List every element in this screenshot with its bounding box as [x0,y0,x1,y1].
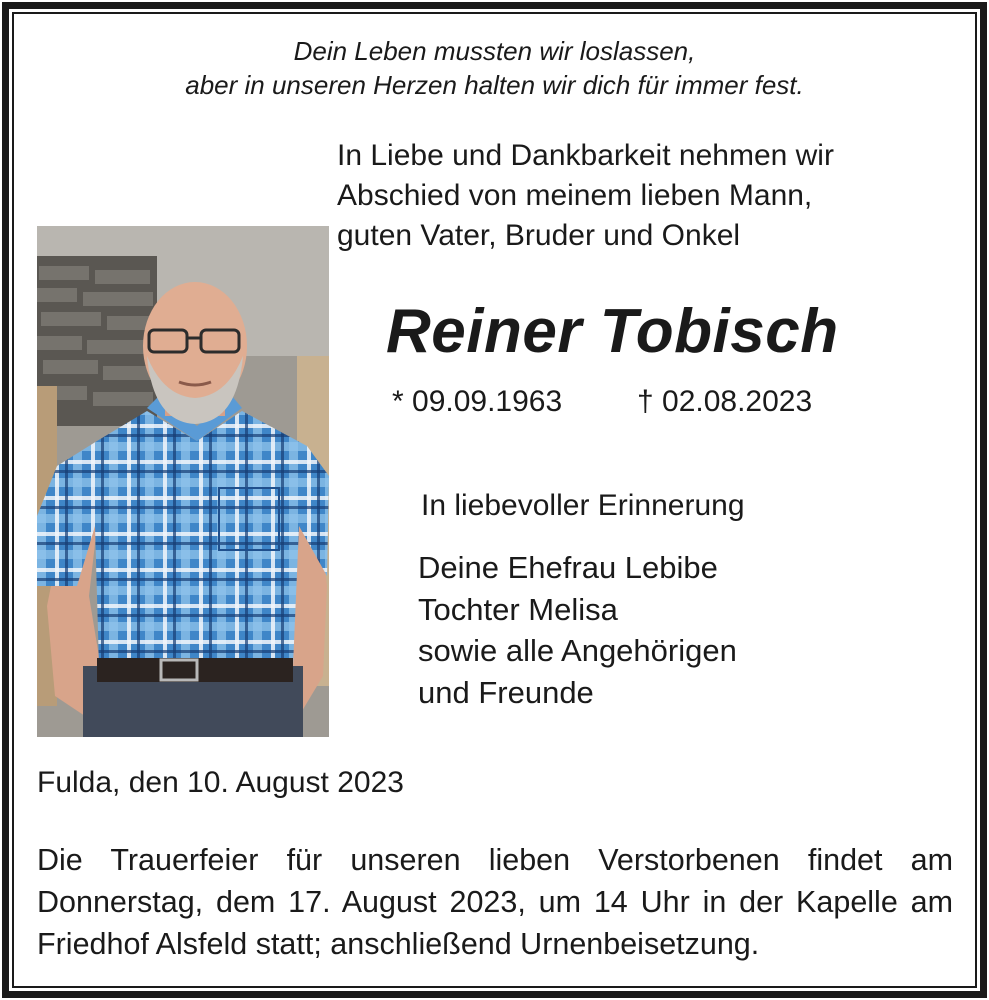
deceased-name: Reiner Tobisch [386,297,839,366]
intro-line-2: Abschied von meinem lieben Mann, [337,179,813,212]
portrait-photo [37,226,329,737]
intro-line-1: In Liebe und Dankbarkeit nehmen wir [337,139,834,172]
place-date: Fulda, den 10. August 2023 [37,766,404,799]
family-list [418,547,737,713]
motto [0,34,989,102]
birth-date: * 09.09.1963 [392,385,563,418]
family-line: Tochter Melisa [418,591,618,627]
intro-line-3: guten Vater, Bruder und Onkel [337,219,741,252]
family-line: Deine Ehefrau Lebibe [418,550,718,585]
funeral-notice: Die Trauerfeier für unseren lieben Verstorbenen findet am Donnerstag, dem 17. August 2023, um 14 Uhr in der Kapelle am Friedhof Alsfeld statt; anschließend Urnenbeisetzung. [37,843,953,961]
motto-line-2: aber in unseren Herzen halten wir dich für immer fest. [185,70,804,100]
family-line: und Freunde [418,674,594,710]
motto-line-1: Dein Leben mussten wir loslassen, [293,36,696,66]
intro-text [337,136,834,256]
memory-line: In liebevoller Erinnerung [421,489,745,522]
death-date: † 02.08.2023 [637,385,813,418]
family-line: sowie alle Angehörigen [418,633,737,668]
